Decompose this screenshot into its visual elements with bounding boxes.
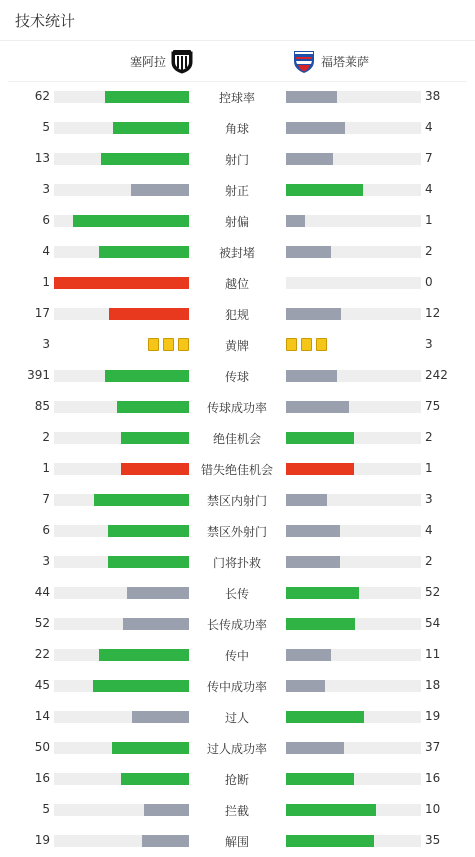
stat-row (0, 670, 475, 701)
away-bar-track (286, 401, 421, 413)
away-bar-fill (286, 773, 354, 785)
away-bar-fill (286, 463, 354, 475)
stat-label: 传中 (224, 649, 249, 663)
away-team[interactable] (292, 47, 369, 75)
away-value: 3 (425, 337, 433, 351)
away-value: 4 (425, 182, 433, 196)
away-bar-track (286, 153, 421, 165)
stat-label: 射偏 (224, 215, 249, 229)
away-value: 2 (425, 554, 433, 568)
stat-row (0, 143, 475, 174)
stat-label: 禁区内射门 (206, 494, 267, 508)
stat-label: 错失绝佳机会 (200, 463, 273, 477)
home-bar-fill (121, 463, 189, 475)
home-yellow-cards (148, 338, 189, 351)
stat-row (0, 112, 475, 143)
home-bar-track (54, 835, 189, 847)
away-value: 54 (425, 616, 441, 630)
stat-label: 射门 (224, 153, 249, 167)
stat-label: 解围 (224, 835, 249, 849)
header (0, 0, 475, 41)
away-yellow-cards (286, 338, 327, 351)
home-value: 62 (34, 89, 50, 103)
away-bar-track (286, 618, 421, 630)
stat-row (0, 298, 475, 329)
away-value: 37 (425, 740, 441, 754)
away-value: 10 (425, 802, 441, 816)
home-team[interactable] (130, 47, 194, 75)
home-bar-fill (123, 618, 189, 630)
away-bar-track (286, 370, 421, 382)
away-bar-track (286, 277, 421, 289)
away-value: 12 (425, 306, 441, 320)
home-bar-fill (131, 184, 189, 196)
away-bar-track (286, 556, 421, 568)
stat-label: 被封堵 (218, 246, 255, 260)
stat-label: 过人成功率 (206, 742, 267, 756)
home-bar-fill (113, 122, 189, 134)
stat-row (0, 546, 475, 577)
away-bar-fill (286, 742, 344, 754)
home-bar-fill (108, 556, 189, 568)
home-bar-fill (144, 804, 189, 816)
home-bar-track (54, 494, 189, 506)
home-bar-track (54, 587, 189, 599)
away-value: 7 (425, 151, 433, 165)
home-value: 52 (34, 616, 50, 630)
stat-row (0, 701, 475, 732)
home-bar-track (54, 153, 189, 165)
home-bar-fill (99, 649, 189, 661)
away-value: 242 (425, 368, 448, 382)
home-bar-track (54, 463, 189, 475)
away-value: 16 (425, 771, 441, 785)
home-bar-track (54, 215, 189, 227)
away-value: 52 (425, 585, 441, 599)
stat-label: 越位 (224, 277, 249, 291)
away-bar-track (286, 246, 421, 258)
away-bar-fill (286, 246, 331, 258)
home-bar-fill (127, 587, 189, 599)
stat-label: 拦截 (224, 804, 249, 818)
stat-label: 犯规 (224, 308, 249, 322)
stat-row (0, 174, 475, 205)
home-bar-track (54, 742, 189, 754)
stat-label: 控球率 (218, 91, 255, 105)
away-bar-fill (286, 401, 349, 413)
stat-label: 禁区外射门 (206, 525, 267, 539)
home-bar-track (54, 370, 189, 382)
away-bar-fill (286, 525, 340, 537)
home-bar-fill (109, 308, 189, 320)
fortaleza-crest-icon (292, 48, 316, 74)
away-value: 18 (425, 678, 441, 692)
home-value: 50 (34, 740, 50, 754)
away-value: 75 (425, 399, 441, 413)
yellow-card-icon (148, 338, 159, 351)
away-value: 4 (425, 523, 433, 537)
home-bar-track (54, 432, 189, 444)
away-bar-track (286, 215, 421, 227)
stat-row (0, 608, 475, 639)
stat-row (0, 205, 475, 236)
away-bar-track (286, 122, 421, 134)
away-bar-track (286, 432, 421, 444)
stat-row (0, 825, 475, 856)
stat-label: 绝佳机会 (212, 432, 261, 446)
home-value: 16 (34, 771, 50, 785)
away-bar-fill (286, 618, 355, 630)
away-bar-track (286, 494, 421, 506)
yellow-card-icon (286, 338, 297, 351)
stat-row (0, 81, 475, 112)
home-bar-track (54, 525, 189, 537)
home-bar-track (54, 649, 189, 661)
away-bar-fill (286, 153, 333, 165)
home-bar-track (54, 184, 189, 196)
away-bar-fill (286, 835, 374, 847)
away-bar-track (286, 308, 421, 320)
stat-label: 传球 (224, 370, 249, 384)
home-bar-fill (94, 494, 189, 506)
stat-row (0, 360, 475, 391)
ceara-crest-icon (170, 48, 194, 74)
away-bar-track (286, 525, 421, 537)
stats-list (0, 81, 475, 856)
away-value: 38 (425, 89, 441, 103)
away-value: 1 (425, 461, 433, 475)
away-bar-track (286, 804, 421, 816)
home-bar-track (54, 680, 189, 692)
away-bar-fill (286, 91, 337, 103)
away-bar-track (286, 742, 421, 754)
stat-row (0, 453, 475, 484)
home-bar-track (54, 122, 189, 134)
stat-label: 抢断 (224, 773, 249, 787)
home-bar-fill (112, 742, 189, 754)
home-bar-track (54, 773, 189, 785)
home-bar-fill (73, 215, 189, 227)
home-bar-track (54, 618, 189, 630)
away-value: 19 (425, 709, 441, 723)
stat-label: 角球 (224, 122, 249, 136)
home-value: 19 (34, 833, 50, 847)
away-bar-fill (286, 587, 359, 599)
stat-row (0, 763, 475, 794)
home-value: 6 (42, 523, 50, 537)
stat-row (0, 484, 475, 515)
away-bar-track (286, 91, 421, 103)
away-bar-fill (286, 649, 331, 661)
away-value: 1 (425, 213, 433, 227)
away-bar-track (286, 835, 421, 847)
home-bar-fill (105, 91, 189, 103)
home-bar-track (54, 246, 189, 258)
away-value: 4 (425, 120, 433, 134)
away-bar-fill (286, 804, 376, 816)
home-value: 13 (34, 151, 50, 165)
stat-row (0, 577, 475, 608)
yellow-card-icon (163, 338, 174, 351)
stat-row (0, 391, 475, 422)
away-bar-track (286, 680, 421, 692)
home-bar-fill (101, 153, 189, 165)
home-bar-fill (142, 835, 189, 847)
home-bar-track (54, 711, 189, 723)
away-value: 0 (425, 275, 433, 289)
away-bar-track (286, 773, 421, 785)
away-bar-fill (286, 556, 340, 568)
stat-row (0, 794, 475, 825)
away-bar-track (286, 184, 421, 196)
home-value: 14 (34, 709, 50, 723)
stat-label: 射正 (224, 184, 249, 198)
away-bar-track (286, 649, 421, 661)
home-value: 3 (42, 182, 50, 196)
home-bar-track (54, 804, 189, 816)
away-value: 2 (425, 430, 433, 444)
home-bar-track (54, 91, 189, 103)
away-bar-fill (286, 711, 364, 723)
home-value: 7 (42, 492, 50, 506)
stat-row (0, 267, 475, 298)
away-bar-fill (286, 680, 325, 692)
home-value: 5 (42, 802, 50, 816)
home-bar-track (54, 308, 189, 320)
yellow-card-icon (178, 338, 189, 351)
stat-row (0, 422, 475, 453)
home-bar-fill (105, 370, 189, 382)
home-value: 45 (34, 678, 50, 692)
home-value: 1 (42, 275, 50, 289)
away-team-name: 福塔莱萨 (321, 54, 370, 69)
away-bar-fill (286, 432, 354, 444)
home-bar-fill (99, 246, 189, 258)
away-bar-fill (286, 494, 327, 506)
home-bar-fill (132, 711, 189, 723)
stat-label: 门将扑救 (212, 556, 261, 570)
stat-row (0, 329, 475, 360)
away-bar-fill (286, 184, 363, 196)
yellow-card-icon (301, 338, 312, 351)
home-value: 6 (42, 213, 50, 227)
home-bar-fill (108, 525, 189, 537)
home-value: 1 (42, 461, 50, 475)
home-value: 3 (42, 554, 50, 568)
home-value: 391 (27, 368, 50, 382)
home-bar-fill (121, 432, 189, 444)
home-bar-fill (54, 277, 189, 289)
home-bar-track (54, 401, 189, 413)
team-header (8, 41, 466, 82)
home-value: 5 (42, 120, 50, 134)
home-value: 3 (42, 337, 50, 351)
home-value: 85 (34, 399, 50, 413)
away-bar-track (286, 463, 421, 475)
stat-label: 长传成功率 (206, 618, 267, 632)
stat-row (0, 732, 475, 763)
away-bar-fill (286, 308, 341, 320)
yellow-card-icon (316, 338, 327, 351)
away-bar-fill (286, 370, 337, 382)
stat-label: 传球成功率 (206, 401, 267, 415)
page-title: 技术统计 (15, 12, 76, 30)
home-value: 44 (34, 585, 50, 599)
away-value: 35 (425, 833, 441, 847)
stat-label: 长传 (224, 587, 249, 601)
home-value: 22 (34, 647, 50, 661)
away-value: 2 (425, 244, 433, 258)
away-value: 3 (425, 492, 433, 506)
away-value: 11 (425, 647, 441, 661)
stat-label: 传中成功率 (206, 680, 267, 694)
stat-label: 黄牌 (224, 339, 249, 353)
stat-label: 过人 (224, 711, 249, 725)
home-bar-fill (121, 773, 189, 785)
home-bar-fill (117, 401, 189, 413)
home-value: 2 (42, 430, 50, 444)
away-bar-fill (286, 215, 305, 227)
stat-row (0, 639, 475, 670)
away-bar-fill (286, 122, 345, 134)
stat-row (0, 236, 475, 267)
home-bar-track (54, 277, 189, 289)
stat-row (0, 515, 475, 546)
home-value: 4 (42, 244, 50, 258)
home-bar-track (54, 556, 189, 568)
away-bar-track (286, 587, 421, 599)
home-team-name: 塞阿拉 (129, 54, 166, 69)
home-bar-fill (93, 680, 189, 692)
away-bar-track (286, 711, 421, 723)
home-value: 17 (34, 306, 50, 320)
